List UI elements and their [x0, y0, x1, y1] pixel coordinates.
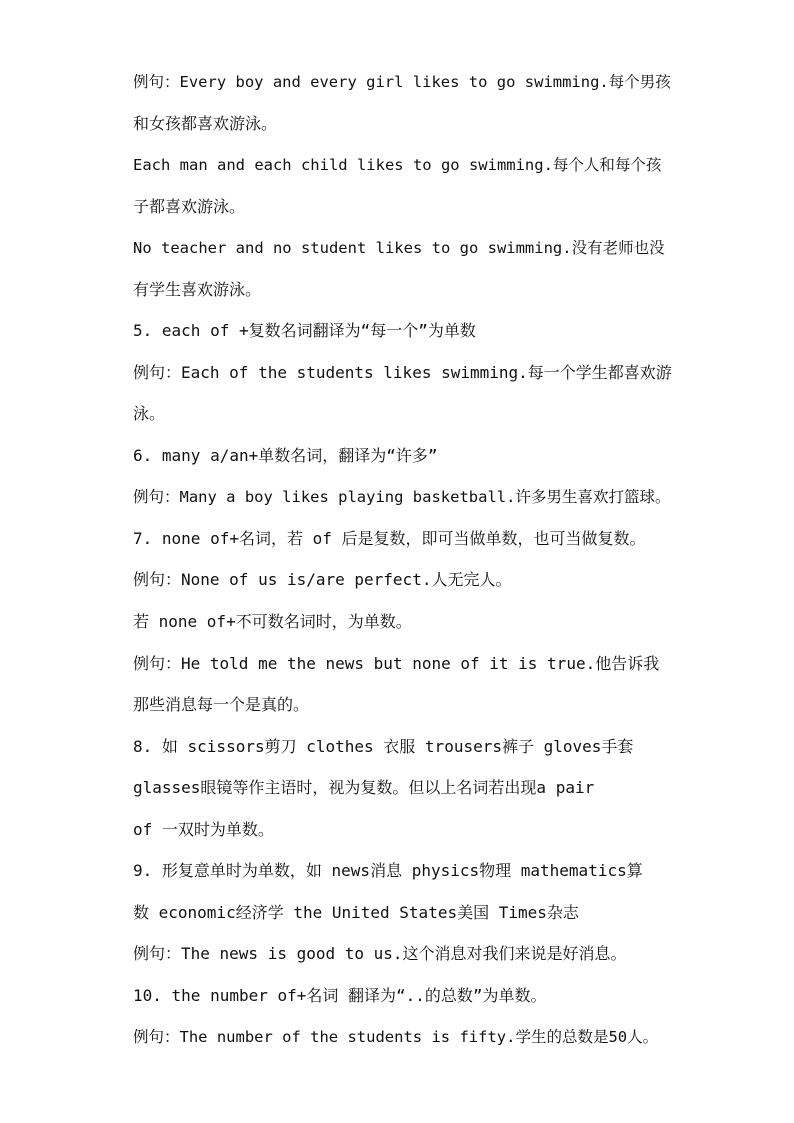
text-line: No teacher and no student likes to go swimming.没有老师也没	[133, 239, 665, 257]
text-line: 例句：None of us is/are perfect.人无完人。	[133, 570, 512, 589]
text-line: Each man and each child likes to go swimming.每个人和每个孩	[133, 156, 662, 174]
text-line: 数 economic经济学 the United States美国 Times杂志	[133, 903, 579, 922]
text-line: 例句：Many a boy likes playing basketball.许多男生喜欢打篮球。	[133, 488, 671, 506]
text-line: 7. none of+名词，若 of 后是复数，即可当做单数，也可当做复数。	[133, 529, 646, 548]
text-line: 若 none of+不可数名词时，为单数。	[133, 612, 412, 631]
text-line: 有学生喜欢游泳。	[133, 280, 262, 299]
text-line: 子都喜欢游泳。	[133, 197, 246, 216]
text-line: 泳。	[133, 404, 166, 423]
text-line: of 一双时为单数。	[133, 820, 274, 839]
text-line: 例句：Every boy and every girl likes to go swimming.每个男孩	[133, 73, 671, 91]
text-line: 5. each of +复数名词翻译为“每一个”为单数	[133, 321, 476, 340]
text-line: 6. many a/an+单数名词，翻译为“许多”	[133, 446, 438, 465]
text-line: 8. 如 scissors剪刀 clothes 衣服 trousers裤子 gloves手套	[133, 737, 634, 756]
text-line: 和女孩都喜欢游泳。	[133, 114, 278, 133]
text-line: 例句：The news is good to us.这个消息对我们来说是好消息。	[133, 944, 627, 963]
text-line: 9. 形复意单时为单数，如 news消息 physics物理 mathematics算	[133, 861, 643, 880]
text-line: 10. the number of+名词 翻译为“..的总数”为单数。	[133, 986, 547, 1005]
text-line: 例句：Each of the students likes swimming.每一个学生都喜欢游	[133, 363, 672, 382]
text-line: 那些消息每一个是真的。	[133, 695, 310, 714]
text-line: 例句：He told me the news but none of it is true.他告诉我	[133, 654, 660, 673]
text-line: glasses眼镜等作主语时，视为复数。但以上名词若出现a pair	[133, 778, 595, 797]
text-line: 例句：The number of the students is fifty.学生的总数是50人。	[133, 1028, 659, 1046]
